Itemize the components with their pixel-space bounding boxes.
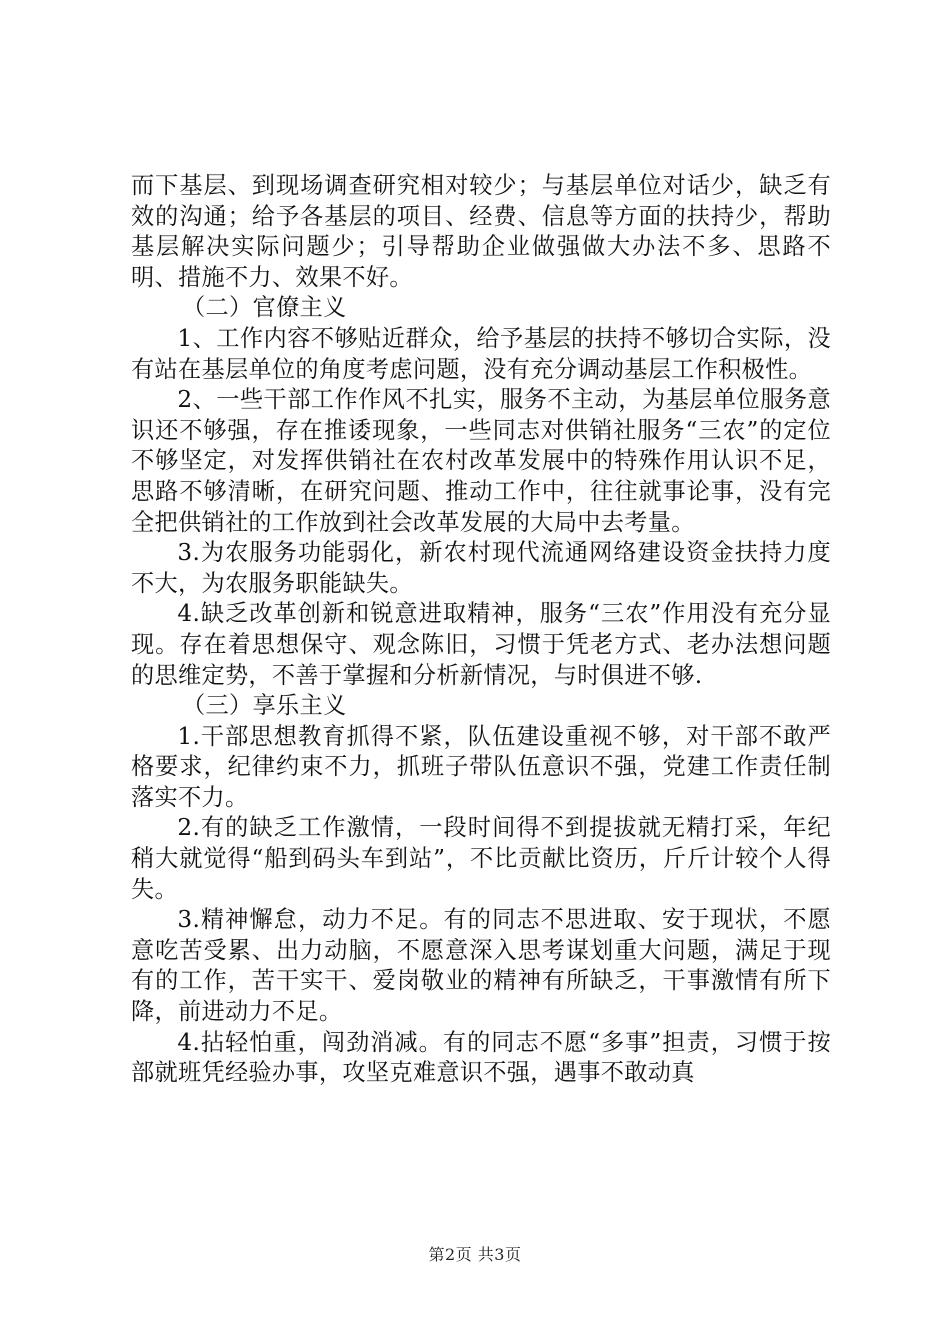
- paragraph-item-1: 1、工作内容不够贴近群众，给予基层的扶持不够切合实际，没有站在基层单位的角度考虑问题，没有充分调动基层工作积极性。: [131, 324, 831, 383]
- section-heading-hedonism: （三）享乐主义: [182, 692, 347, 720]
- paragraph-item-3: 3.精神懈怠，动力不足。有的同志不思进取、安于现状，不愿意吃苦受累、出力动脑，不愿意深入思考谋划重大问题，满足于现有的工作，苦干实干、爱岗敬业的精神有所缺乏，干事激情有所下降，前进动力不足。: [131, 906, 831, 1026]
- paragraph-item-2: 2、一些干部工作作风不扎实，服务不主动，为基层单位服务意识还不够强，存在推诿现象，一些同志对供销社服务“三农”的定位不够坚定，对发挥供销社在农村改革发展中的特殊作用认识不足，思路不够清晰，在研究问题、推动工作中，往往就事论事，没有完全把供销社的工作放到社会改革发展的大局中去考量。: [131, 386, 831, 536]
- document-body: [131, 171, 831, 1089]
- section-heading-bureaucratism: （二）官僚主义: [182, 294, 347, 322]
- paragraph-item-4: 4.缺乏改革创新和锐意进取精神，服务“三农”作用没有充分显现。存在着思想保守、观念陈旧，习惯于凭老方式、老办法想问题的思维定势，不善于掌握和分析新情况，与时俱进不够.: [131, 600, 831, 689]
- paragraph-item-3: 3.为农服务功能弱化，新农村现代流通网络建设资金扶持力度不大，为农服务职能缺失。: [131, 539, 831, 597]
- paragraph-item-2: 2.有的缺乏工作激情，一段时间得不到提拔就无精打采，年纪稍大就觉得“船到码头车到站”，不比贡献比资历，斤斤计较个人得失。: [131, 814, 831, 903]
- paragraph-item-1: 1.干部思想教育抓得不紧，队伍建设重视不够，对干部不敢严格要求，纪律约束不力，抓班子带队伍意识不强，党建工作责任制落实不力。: [131, 722, 831, 811]
- page-number-footer: 第2页 共3页: [428, 1245, 522, 1264]
- paragraph-continuation: 而下基层、到现场调查研究相对较少；与基层单位对话少，缺乏有效的沟通；给予各基层的项目、经费、信息等方面的扶持少，帮助基层解决实际问题少；引导帮助企业做强做大办法不多、思路不明、措施不力、效果不好。: [131, 172, 831, 291]
- paragraph-item-4: 4.拈轻怕重，闯劲消减。有的同志不愿“多事”担责，习惯于按部就班凭经验办事，攻坚克难意识不强，遇事不敢动真: [131, 1028, 831, 1087]
